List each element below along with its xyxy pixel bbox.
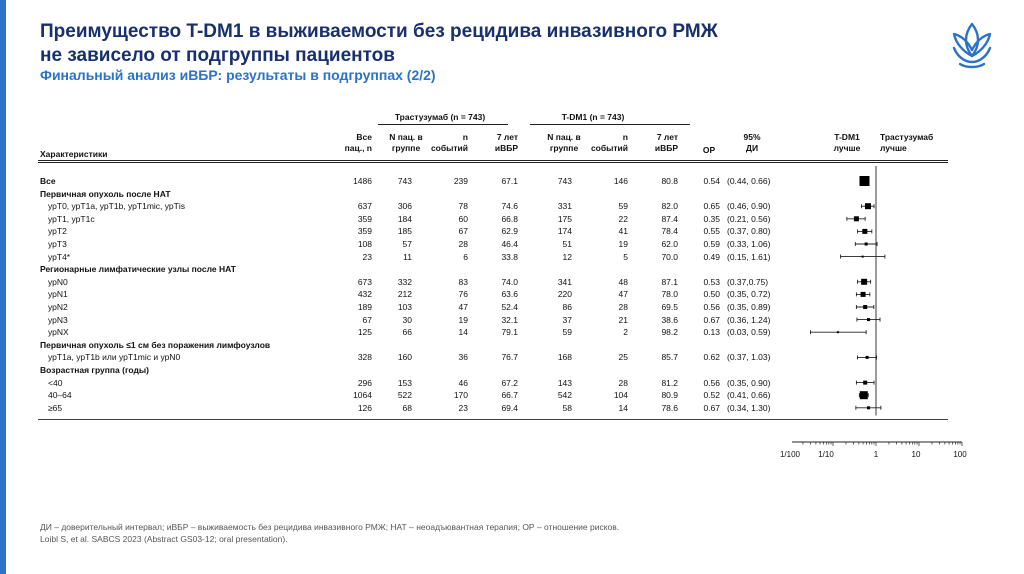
row-label: урNX [48, 327, 69, 338]
column-header-events-trastuzumab-l2: событий [430, 143, 468, 153]
cell-all: 673 [357, 276, 372, 287]
cell-n-trastuzumab: 160 [397, 352, 412, 363]
footnote-abbreviations: ДИ – доверительный интервал; иВБР – выживаемость без рецидива инвазивного РМЖ; НАТ – неоадъювантная терапия; ОР – отношение рисков. [40, 522, 620, 532]
row-label: урТ4* [48, 251, 71, 262]
cell-ibfs-trastuzumab: 32.1 [501, 314, 518, 325]
cell-ibfs-tdm1: 69.5 [661, 302, 678, 312]
cell-ci: (0.03, 0.59) [727, 327, 771, 338]
cell-ibfs-tdm1: 87.1 [661, 276, 678, 287]
cell-n-tdm1: 58 [562, 402, 572, 413]
favors-trastuzumab-l2: лучше [880, 143, 907, 153]
column-header-all-line1: Все [356, 132, 372, 142]
cell-ci: (0.36, 1.24) [727, 314, 771, 325]
cell-n-trastuzumab: 185 [397, 226, 412, 237]
cell-ibfs-trastuzumab: 67.1 [501, 176, 518, 186]
footnote-reference: Loibl S, et al. SABCS 2023 (Abstract GS03-12; oral presentation). [40, 534, 288, 544]
cell-ibfs-tdm1: 70.0 [661, 251, 678, 262]
column-header-events-tdm1-l2: событий [590, 143, 628, 153]
cell-ibfs-tdm1: 87.4 [661, 213, 678, 224]
column-header-events-tdm1-l1: n [622, 132, 628, 142]
column-header-events-trastuzumab-l1: n [462, 132, 468, 142]
cell-or: 0.59 [703, 239, 720, 249]
cell-n-tdm1: 51 [562, 239, 572, 249]
cell-or: 0.55 [703, 226, 720, 237]
hr-point [863, 381, 867, 385]
cell-ci: (0.44, 0.66) [727, 176, 771, 186]
cell-ibfs-tdm1: 98.2 [661, 327, 678, 338]
cell-ci: (0.37,0.75) [727, 276, 769, 287]
hr-point [866, 356, 869, 359]
column-header-ibfs-trastuzumab-l1: 7 лет [496, 132, 518, 142]
column-header-ibfs-trastuzumab-l2: иВБР [494, 143, 518, 153]
row-label: урТ0, урТ1а, урТ1b, урТ1mic, урТis [48, 201, 185, 212]
cell-ci: (0.46, 0.90) [727, 201, 771, 212]
cell-all: 359 [357, 213, 372, 224]
cell-ibfs-tdm1: 82.0 [661, 201, 678, 212]
cell-n-trastuzumab: 57 [402, 239, 412, 249]
cell-or: 0.56 [703, 302, 720, 312]
cell-events-tdm1: 48 [618, 276, 628, 287]
cell-events-trastuzumab: 78 [458, 201, 468, 212]
cell-events-trastuzumab: 239 [453, 176, 468, 186]
cell-ci: (0.15, 1.61) [727, 251, 771, 262]
hr-point [867, 318, 870, 321]
row-label: Регионарные лимфатические узлы после НАТ [40, 264, 236, 275]
cell-ibfs-trastuzumab: 74.6 [501, 201, 518, 212]
column-header-all-line2: пац., n [344, 143, 372, 153]
cell-events-tdm1: 25 [618, 352, 628, 363]
cell-ci: (0.34, 1.30) [727, 402, 771, 413]
cell-events-trastuzumab: 23 [458, 402, 468, 413]
cell-events-tdm1: 146 [613, 176, 628, 186]
cell-ibfs-tdm1: 78.6 [661, 402, 678, 413]
cell-or: 0.50 [703, 289, 720, 300]
cell-n-trastuzumab: 212 [397, 289, 412, 300]
row-label: Все [40, 176, 56, 186]
cell-ci: (0.35, 0.72) [727, 289, 771, 300]
hr-point [861, 279, 867, 285]
cell-ibfs-trastuzumab: 66.7 [501, 390, 518, 401]
column-header-n-trastuzumab-l1: N пац. в [389, 132, 423, 142]
cell-n-tdm1: 331 [557, 201, 572, 212]
cell-n-tdm1: 341 [557, 276, 572, 287]
cell-or: 0.49 [703, 251, 720, 262]
column-header-ci-l1: 95% [743, 132, 761, 142]
x-tick-label: 10 [911, 450, 921, 459]
cell-n-trastuzumab: 332 [397, 276, 412, 287]
row-label: урN0 [48, 276, 68, 287]
column-header-ibfs-tdm1-l2: иВБР [654, 143, 678, 153]
cell-events-tdm1: 2 [623, 327, 628, 338]
cell-or: 0.13 [703, 327, 720, 338]
cell-or: 0.56 [703, 377, 720, 388]
cell-events-trastuzumab: 14 [458, 327, 468, 338]
column-header-ibfs-tdm1-l1: 7 лет [656, 132, 678, 142]
cell-ibfs-tdm1: 85.7 [661, 352, 678, 363]
row-label: урN1 [48, 289, 68, 300]
cell-events-tdm1: 104 [613, 390, 628, 401]
cell-events-tdm1: 5 [623, 251, 628, 262]
cell-or: 0.65 [703, 201, 720, 212]
cell-events-tdm1: 59 [618, 201, 628, 212]
cell-all: 637 [357, 201, 372, 212]
cell-all: 1486 [353, 176, 372, 186]
cell-ci: (0.41, 0.66) [727, 390, 771, 401]
cell-ibfs-trastuzumab: 46.4 [501, 239, 518, 249]
hr-point [863, 305, 867, 309]
cell-n-trastuzumab: 66 [402, 327, 412, 338]
hr-point [862, 256, 864, 258]
cell-ibfs-tdm1: 80.9 [661, 390, 678, 401]
cell-n-trastuzumab: 743 [397, 176, 412, 186]
x-tick-label: 1/10 [818, 450, 834, 459]
cell-ibfs-tdm1: 38.6 [661, 314, 678, 325]
cell-or: 0.62 [703, 352, 720, 363]
row-label: 40–64 [48, 390, 72, 401]
cell-or: 0.67 [703, 314, 720, 325]
cell-events-trastuzumab: 36 [458, 352, 468, 363]
cell-events-tdm1: 41 [618, 226, 628, 237]
cell-all: 126 [357, 402, 372, 413]
cell-ci: (0.37, 0.80) [727, 226, 771, 237]
cell-or: 0.53 [703, 276, 720, 287]
cell-events-trastuzumab: 46 [458, 377, 468, 388]
cell-ibfs-trastuzumab: 69.4 [501, 402, 518, 413]
cell-n-trastuzumab: 306 [397, 201, 412, 212]
cell-all: 108 [357, 239, 372, 249]
row-label: ≥65 [48, 402, 63, 413]
x-tick-label: 100 [953, 450, 967, 459]
cell-all: 67 [362, 314, 372, 325]
cell-ibfs-trastuzumab: 76.7 [501, 352, 518, 363]
title-line-1: Преимущество T-DM1 в выживаемости без рецидива инвазивного РМЖ [40, 21, 718, 42]
column-header-n-trastuzumab-l2: группе [391, 143, 421, 153]
favors-trastuzumab-l1: Трастузумаб [880, 132, 934, 142]
cell-events-tdm1: 14 [618, 402, 628, 413]
cell-events-trastuzumab: 6 [463, 251, 468, 262]
cell-events-trastuzumab: 47 [458, 302, 468, 312]
cell-events-tdm1: 21 [618, 314, 628, 325]
cell-events-trastuzumab: 170 [453, 390, 468, 401]
cell-n-tdm1: 59 [562, 327, 572, 338]
hr-point [867, 406, 870, 409]
cell-ibfs-trastuzumab: 33.8 [501, 251, 518, 262]
cell-n-tdm1: 743 [557, 176, 572, 186]
cell-events-tdm1: 47 [618, 289, 628, 300]
hr-point [861, 292, 866, 297]
cell-ibfs-trastuzumab: 67.2 [501, 377, 518, 388]
cell-ci: (0.35, 0.90) [727, 377, 771, 388]
cell-events-trastuzumab: 19 [458, 314, 468, 325]
cell-ci: (0.21, 0.56) [727, 213, 771, 224]
hr-point [859, 176, 869, 186]
group-header-trastuzumab: Трастузумаб (n = 743) [394, 112, 486, 122]
cell-n-trastuzumab: 184 [397, 213, 412, 224]
favors-tdm1-l2: лучше [833, 143, 861, 153]
cell-ci: (0.33, 1.06) [727, 239, 771, 249]
row-label: урТ1а, урТ1b или урТ1mic и урN0 [48, 352, 181, 363]
cell-all: 1064 [353, 390, 372, 401]
cell-ci: (0.35, 0.89) [727, 302, 771, 312]
cell-n-tdm1: 174 [557, 226, 572, 237]
cell-events-trastuzumab: 83 [458, 276, 468, 287]
cell-n-trastuzumab: 30 [402, 314, 412, 325]
column-header-characteristics: Характеристики [40, 149, 108, 159]
row-label: урТ2 [48, 226, 67, 237]
cell-ibfs-tdm1: 81.2 [661, 377, 678, 388]
cell-n-tdm1: 37 [562, 314, 572, 325]
cell-all: 432 [357, 289, 372, 300]
cell-ibfs-trastuzumab: 62.9 [501, 226, 518, 237]
cell-n-tdm1: 12 [562, 251, 572, 262]
cell-ibfs-tdm1: 78.4 [661, 226, 678, 237]
cell-n-tdm1: 168 [557, 352, 572, 363]
hr-point [860, 391, 868, 399]
x-tick-label: 1 [873, 450, 879, 459]
cell-n-trastuzumab: 11 [403, 251, 412, 262]
column-header-n-tdm1-l2: группе [549, 143, 579, 153]
hr-point [865, 243, 868, 246]
cell-n-trastuzumab: 68 [402, 402, 412, 413]
column-header-n-tdm1-l1: N пац. в [547, 132, 581, 142]
hr-point [865, 203, 871, 209]
cell-ibfs-trastuzumab: 66.8 [501, 213, 518, 224]
cell-events-tdm1: 19 [618, 239, 628, 249]
cell-all: 359 [357, 226, 372, 237]
column-header-ci-l2: ДИ [745, 143, 759, 153]
row-label: урТ3 [48, 239, 67, 249]
cell-ibfs-tdm1: 78.0 [661, 289, 678, 300]
cell-or: 0.54 [703, 176, 720, 186]
row-label: <40 [48, 377, 63, 388]
cell-or: 0.67 [703, 402, 720, 413]
page-subtitle: Финальный анализ иВБР: результаты в подгруппах (2/2) [40, 67, 436, 83]
cell-n-trastuzumab: 153 [397, 377, 412, 388]
x-tick-label: 1/100 [779, 450, 801, 459]
column-header-or: ОР [702, 145, 716, 155]
row-label: Первичная опухоль ≤1 см без поражения лимфоузлов [40, 339, 271, 350]
hr-point [837, 331, 839, 333]
cell-ibfs-tdm1: 62.0 [661, 239, 678, 249]
cell-all: 328 [357, 352, 372, 363]
cell-or: 0.35 [703, 213, 720, 224]
cell-events-trastuzumab: 60 [458, 213, 468, 224]
row-label: Возрастная группа (годы) [40, 365, 149, 375]
row-label: урN3 [48, 314, 68, 325]
cell-events-tdm1: 22 [618, 213, 628, 224]
cell-ibfs-trastuzumab: 63.6 [501, 289, 518, 300]
row-label: урN2 [48, 302, 68, 312]
cell-events-tdm1: 28 [618, 377, 628, 388]
cell-all: 189 [357, 302, 372, 312]
cell-n-tdm1: 220 [557, 289, 572, 300]
cell-events-trastuzumab: 67 [458, 226, 468, 237]
cell-all: 23 [362, 251, 372, 262]
cell-ibfs-trastuzumab: 52.4 [501, 302, 518, 312]
row-label: урТ1, урТ1с [48, 213, 95, 224]
group-header-tdm1: T-DM1 (n = 743) [561, 112, 625, 122]
cell-all: 125 [357, 327, 372, 338]
cell-n-trastuzumab: 103 [397, 302, 412, 312]
cell-or: 0.52 [703, 390, 720, 401]
cell-all: 296 [357, 377, 372, 388]
cell-ibfs-trastuzumab: 79.1 [501, 327, 518, 338]
cell-ibfs-tdm1: 80.8 [661, 176, 678, 186]
favors-tdm1-l1: T-DM1 [834, 132, 860, 142]
cell-events-trastuzumab: 28 [458, 239, 468, 249]
cell-n-tdm1: 86 [562, 302, 572, 312]
cell-n-trastuzumab: 522 [397, 390, 412, 401]
cell-n-tdm1: 175 [557, 213, 572, 224]
hr-point [862, 229, 867, 234]
cell-n-tdm1: 143 [557, 377, 572, 388]
cell-ci: (0.37, 1.03) [727, 352, 771, 363]
cell-events-tdm1: 28 [618, 302, 628, 312]
hr-point [854, 216, 859, 221]
cell-events-trastuzumab: 76 [458, 289, 468, 300]
row-label: Первичная опухоль после НАТ [40, 188, 171, 199]
cell-n-tdm1: 542 [557, 390, 572, 401]
cell-ibfs-trastuzumab: 74.0 [501, 276, 518, 287]
title-line-2: не зависело от подгруппы пациентов [40, 45, 395, 66]
